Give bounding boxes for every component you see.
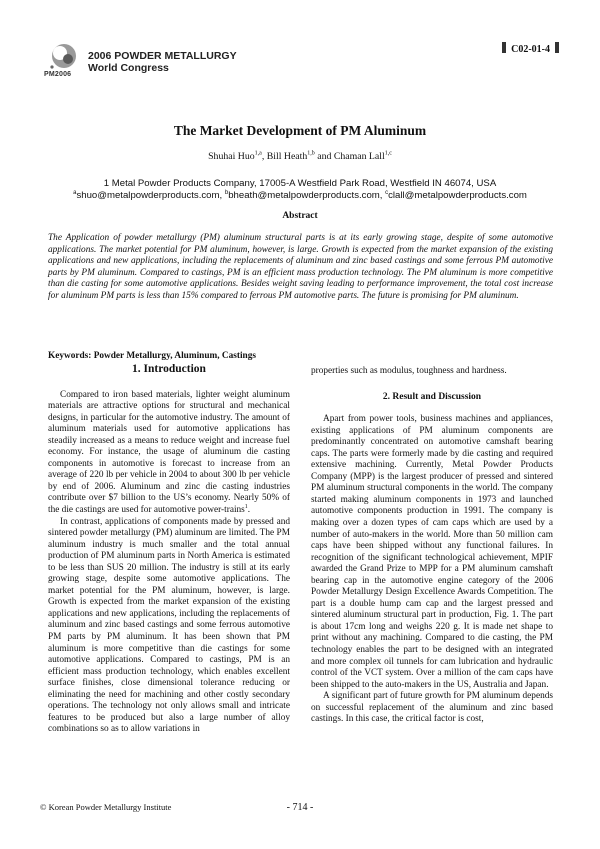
author-name: Chaman Lall [333, 151, 385, 162]
keywords: Keywords: Powder Metallurgy, Aluminum, Castings [48, 351, 256, 361]
intro-paragraph-continued: properties such as modulus, toughness and hardness. [311, 366, 507, 376]
paper-title: The Market Development of PM Aluminum [173, 123, 427, 138]
affiliation: 1 Metal Powder Products Company, 17005-A Westfield Park Road, Westfield IN 46074, USA [103, 178, 497, 189]
results-paragraph-2: A significant part of future growth for PM aluminum depends on successful replacement of the aluminum and zinc based castings. In this case, the critical factor is cost, [311, 691, 553, 725]
intro-paragraph-2: In contrast, applications of components made by pressed and sintered powder metallurgy (PM) aluminum are limited. The PM aluminum industry is much smaller and the total annual production of PM aluminum parts in North America is estimated to be less than SUS 20 million. The industry is still at its early growing stage, despite some automotive applications. The market potential for the PM aluminum, however, is large. Growth is expected from the market expansion of the existing applications and new applications, including the replacements of aluminum and zinc based castings and some ferrous automotive PM parts by PM aluminum. It has been shown that PM aluminum is more competitive than die castings for some automotive applications. Compared to castings, PM is an efficient mass production technology, which enables excellent surface finishes, close dimensional tolerance reducing or eliminating the need for machining and other costly secondary operations. The technology not only allows small and intricate features to be produced but also a large number of alloy combinations so as to allow variations in [48, 516, 290, 735]
paper-code: C02-01-4 [497, 42, 564, 55]
introduction-heading: 1. Introduction [132, 363, 206, 375]
logo-text: PM2006 [44, 71, 72, 78]
author-emails: $^a$shuo@metalpowderproducts.com, $^b$bheath@metalpowderproducts.com, $^c$clall@metalpowderproducts.com [73, 189, 527, 201]
right-column [311, 366, 553, 726]
abstract-heading: Abstract [282, 211, 318, 221]
results-paragraph-1: Apart from power tools, business machines and appliances, existing applications of PM aluminum components are predominantly concentrated on automotive camshaft bearing caps. The parts were formerly made by die casting and required extensive machining. Currently, Metal Powder Products Company (MPP) is the largest producer of pressed and sintered PM aluminum structural components in the world. The company started making aluminum components in 1973 and launched automotive components production in 1991. The company is making over a dozen types of cam caps which are used by a number of auto-makers in the world. More than 50 million cam caps have been shipped without any functional failures. In recognition of the significant technological achievement, MPIF awarded the Grand Prize to MPP for a PM aluminum camshaft bearing cap in the automotive engine category of the 2006 Powder Metallurgy Design Excellence Awards Competition. The part is a double hump cam cap and the largest pressed and sintered aluminum structural part in production, Fig. 1. The part is about 17cm long and weighs 220 g. It is made net shape to print without any machining. Compared to die casting, the PM technology enables the part to be designed with an integrated and more complex oil tunnels for cam lubrication and hydraulic control of the VCT system. Over a million of the cam caps have been shipped to the auto-makers in the US, Australia and Japan. [311, 414, 553, 690]
author-name: Shuhai Huo [208, 151, 255, 162]
left-column [48, 364, 290, 736]
page-number: - 714 - [286, 802, 314, 813]
abstract-text: The Application of powder metallurgy (PM) aluminum structural parts is at its early growing stage, despite of some automotive applications. The market potential for PM aluminum, however, is large. Growth is expected from the market expansion of the existing applications and new applications, including the replacements of aluminum and zinc based castings and some ferrous PM automotive parts by PM aluminum. Compared to castings, PM is an efficient mass production technology. The PM aluminum is more competitive than die casting for some automotive applications. Besides weight saving leading to performance improvement, the total cost increase for aluminum PM parts is less than 15% compared to ferrous PM automotive parts. The future is promising for PM aluminum. [48, 233, 553, 301]
author-list: Shuhai Huo$^{1,a}$, Bill Heath$^{1,b}$ and Chaman Lall$^{1,c}$ [208, 150, 392, 162]
conference-name: 2006 POWDER METALLURGY World Congress [88, 50, 237, 74]
author-name: Bill Heath [266, 151, 308, 162]
page-header [44, 42, 564, 82]
intro-paragraph-1: Compared to iron based materials, lighter weight aluminum materials are attractive options for structural and mechanical designs, in particular for the automotive industry. The amount of aluminum materials used for automotive applications has steadily increased as a means to reduce weight and increase fuel economy. For instance, the usage of aluminum die casting components in automotive is forecast to increase from an average of 220 lb per vehicle in 2004 to about 300 lb per vehicle by end of 2006. Aluminum and zinc die casting industries contribute over $7 billion to the US’s economy. Nearly 50% of the die castings are used for automotive power-trains$^1$. [48, 389, 290, 516]
copyright-notice: © Korean Powder Metallurgy Institute [40, 802, 172, 812]
results-heading: 2. Result and Discussion [382, 391, 482, 402]
